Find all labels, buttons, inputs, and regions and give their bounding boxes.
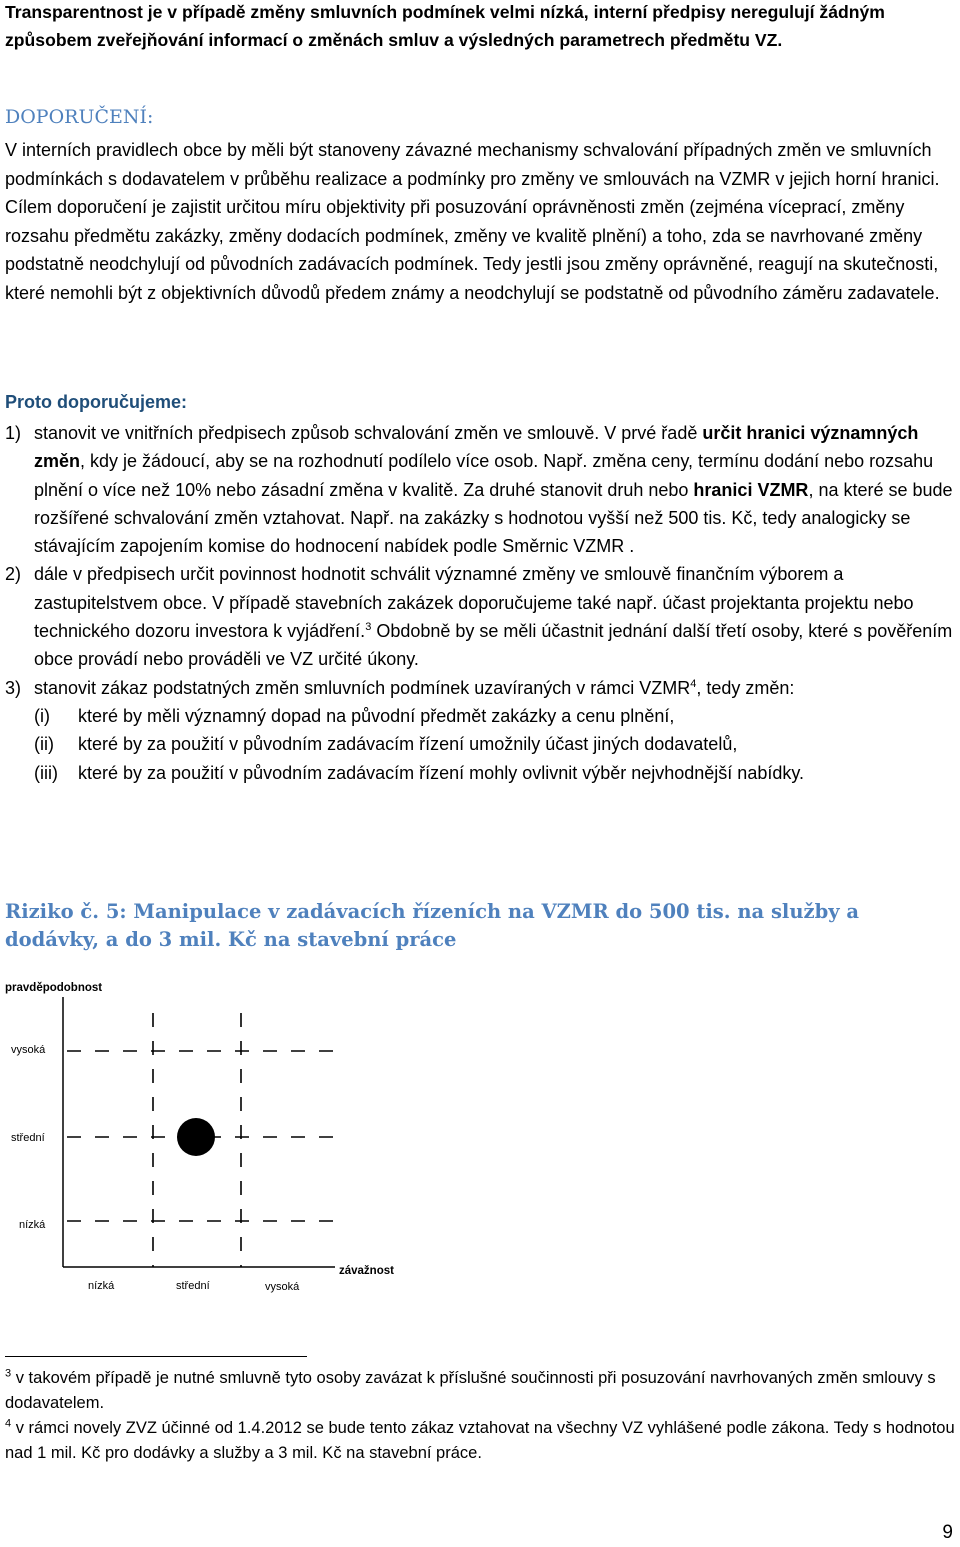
list-item bbox=[5, 674, 957, 787]
y-tick-label: nízká bbox=[19, 1219, 46, 1231]
sub-item-number: (i) bbox=[34, 705, 50, 726]
footnote bbox=[5, 1416, 957, 1466]
item-number: 1) bbox=[5, 423, 22, 443]
item-number: 2) bbox=[5, 564, 22, 585]
risk-point bbox=[177, 1118, 215, 1156]
footnote-ref[interactable]: 3 bbox=[365, 621, 372, 634]
sub-item-text: které by měli významný dopad na původní předmět zakázky a cenu plnění, bbox=[78, 705, 675, 726]
list-item bbox=[5, 419, 957, 560]
item-bold: určit hranici významných změn bbox=[34, 423, 919, 472]
footnote-number: 4 bbox=[5, 1417, 12, 1430]
page-number: 9 bbox=[942, 1522, 953, 1543]
footnote-ref[interactable]: 4 bbox=[690, 677, 697, 690]
x-axis-title: závažnost bbox=[339, 1265, 394, 1277]
sub-item-number: (ii) bbox=[34, 734, 54, 755]
sub-item-text: které by za použití v původním zadávacím řízení umožnily účast jiných dodavatelů, bbox=[78, 734, 738, 755]
recommendation-list bbox=[5, 419, 957, 787]
footnote-text: v rámci novely ZVZ účinné od 1.4.2012 se bude tento zákaz vztahovat na všechny VZ vyhlášené podle zákona. Tedy s hodnotou nad 1 mil. Kč pro dodávky a služby a 3 mil. Kč na stavební práce. bbox=[5, 1419, 955, 1462]
x-tick-label: vysoká bbox=[265, 1281, 300, 1293]
sub-list bbox=[34, 702, 957, 787]
footnote-number: 3 bbox=[5, 1367, 12, 1380]
footnote bbox=[5, 1366, 957, 1416]
item-text: stanovit zákaz podstatných změn smluvních podmínek uzavíraných v rámci VZMR bbox=[34, 677, 691, 698]
recommendation-text-b: Cílem doporučení je zajistit určitou míru objektivity při posuzování oprávněnosti změn (zejména víceprací, změny rozsahu předmětu zakázky, změny dodacích podmínek, změny ve kvalitě plnění) a toho, zda se navrhované změny podstatně neodchylují od původních zadávacích podmínek. Tedy jestli jsou změny oprávněné, reagují na skutečnosti, které nemohli být z objektivních důvodů předem známy a neodchylují se podstatně od původního záměru zadavatele. bbox=[5, 197, 940, 303]
risk-matrix-chart bbox=[5, 975, 425, 1305]
sub-item-text: které by za použití v původním zadávacím řízení mohly ovlivnit výběr nejvhodnější nabídky. bbox=[78, 762, 805, 783]
sub-list-item bbox=[34, 730, 957, 758]
item-text: , na které se bude rozšířené schvalování změn vztahovat. Např. na zakázky s hodnotou vyšší než 500 tis. Kč, tedy analogicky se stávajícím zapojením komise do hodnocení nabídek podle Směrnic VZMR . bbox=[34, 479, 953, 557]
footnote-separator bbox=[5, 1356, 307, 1357]
proto-heading: Proto doporučujeme: bbox=[5, 392, 188, 412]
recommendation-heading: DOPORUČENÍ: bbox=[5, 106, 154, 128]
item-text: dále v předpisech určit povinnost hodnotit schválit významné změny ve smlouvě finančním výborem a zastupitelstvem obce. V případě stavebních zakázek doporučujeme také např. účast projektanta projektu nebo technického dozoru investora k vyjádření. bbox=[34, 564, 914, 642]
list-item bbox=[5, 560, 957, 673]
sub-item-number: (iii) bbox=[34, 762, 58, 783]
item-text: , tedy změn: bbox=[696, 677, 795, 698]
recommendation-text-a: V interních pravidlech obce by měli být stanoveny závazné mechanismy schvalování případných změn ve smluvních podmínkách s dodavatelem v průběhu realizace a podmínky pro změny ve smlouvách na VZMR v jejich horní hranici. bbox=[5, 140, 940, 189]
footnotes bbox=[5, 1366, 957, 1466]
x-tick-label: střední bbox=[176, 1280, 210, 1292]
risk-heading: Riziko č. 5: Manipulace v zadávacích řízeních na VZMR do 500 tis. na služby a dodávky, a do 3 mil. Kč na stavební práce bbox=[5, 900, 859, 951]
y-axis-title: pravděpodobnost bbox=[5, 982, 103, 994]
item-number: 3) bbox=[5, 677, 22, 698]
sub-list-item bbox=[34, 759, 957, 787]
sub-list-item bbox=[34, 702, 957, 730]
points-layer bbox=[177, 1118, 215, 1156]
item-text: Obdobně by se měli účastnit jednání další třetí osoby, které s pověřením obce provádí nebo prováděli ve VZ určité úkony. bbox=[34, 621, 953, 670]
recommendation-paragraph bbox=[5, 136, 959, 307]
intro-paragraph: Transparentnost je v případě změny smluvních podmínek velmi nízká, interní předpisy neregulují žádným způsobem zveřejňování informací o změnách smluv a výsledných parametrech předmětu VZ. bbox=[5, 2, 885, 50]
x-tick-label: nízká bbox=[88, 1280, 115, 1292]
y-tick-label: vysoká bbox=[11, 1044, 46, 1056]
item-bold: hranici VZMR bbox=[693, 479, 809, 500]
y-tick-label: střední bbox=[11, 1132, 45, 1144]
item-text: , kdy je žádoucí, aby se na rozhodnutí podílelo více osob. Např. změna ceny, termínu dodání nebo rozsahu plnění o více než 10% nebo zásadní změna v kvalitě. Za druhé stanovit druh nebo bbox=[34, 451, 934, 500]
footnote-text: v takovém případě je nutné smluvně tyto osoby zavázat k příslušné součinnosti při posuzování navrhovaných změn smlouvy s dodavatelem. bbox=[5, 1369, 936, 1412]
item-text: stanovit ve vnitřních předpisech způsob schvalování změn ve smlouvě. V prvé řadě bbox=[34, 423, 703, 443]
